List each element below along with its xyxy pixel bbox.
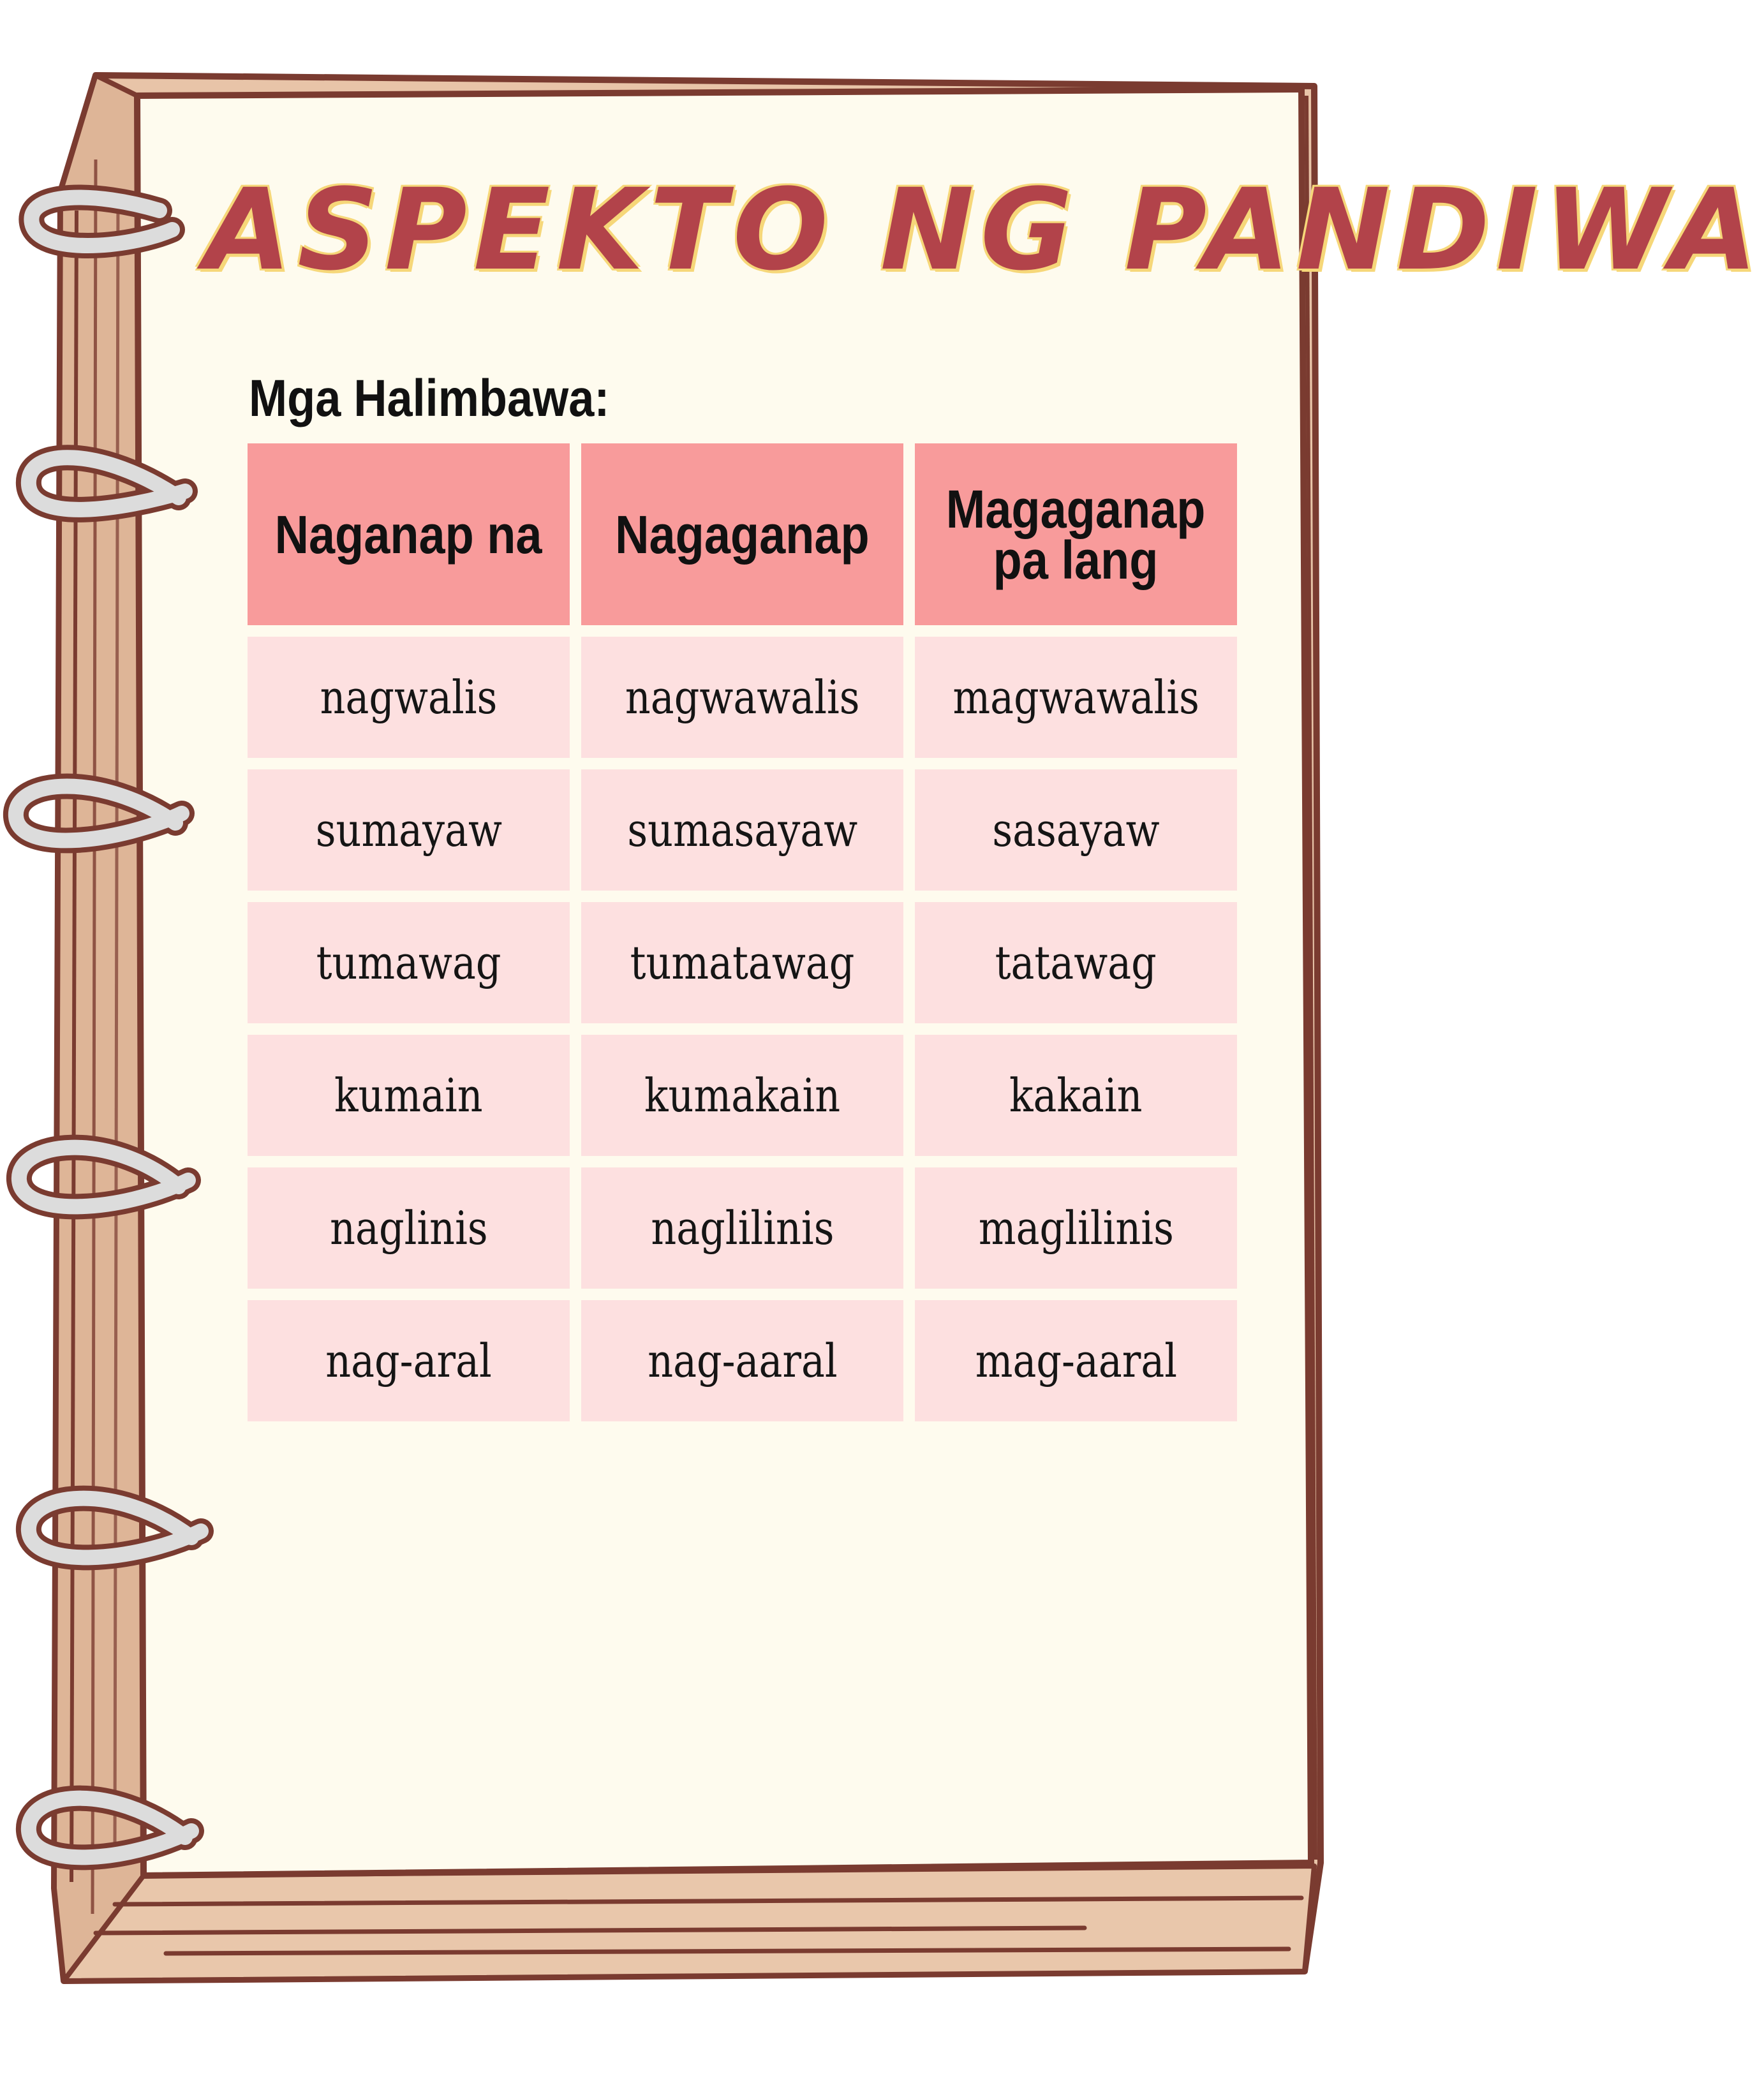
table-cell bbox=[915, 902, 1237, 1023]
examples-heading: Mga Halimbawa: bbox=[249, 369, 610, 427]
column-header-label: Magaganap pa lang bbox=[946, 478, 1206, 590]
page-edges bbox=[64, 1866, 1314, 1981]
page-title: ASPEKTO NG PANDIWA bbox=[204, 165, 1764, 295]
verb-aspect-table bbox=[248, 443, 1238, 1421]
table-cell-text: sasayaw bbox=[992, 803, 1160, 857]
table-cell-text: magwawalis bbox=[952, 670, 1199, 724]
table-cell-text: kakain bbox=[1009, 1069, 1143, 1122]
table-cell bbox=[248, 1035, 570, 1156]
table-cell-text: tatawag bbox=[995, 936, 1157, 989]
table-cell-text: mag-aaral bbox=[975, 1334, 1177, 1388]
table-cell bbox=[581, 769, 903, 891]
column-header bbox=[581, 443, 903, 625]
table-cell bbox=[915, 1167, 1237, 1289]
table-cell-text: naglinis bbox=[329, 1201, 488, 1255]
column-header-label: Nagaganap bbox=[615, 504, 870, 565]
column-header-label: Naganap na bbox=[275, 504, 542, 565]
table-cell-text: sumasayaw bbox=[627, 803, 857, 857]
table-cell bbox=[915, 637, 1237, 758]
table-cell-text: nag-aaral bbox=[647, 1334, 838, 1388]
table-cell bbox=[581, 1167, 903, 1289]
table-cell-text: nagwalis bbox=[320, 670, 498, 724]
table-cell bbox=[915, 1035, 1237, 1156]
table-cell-text: kumain bbox=[334, 1069, 483, 1122]
table-cell bbox=[581, 637, 903, 758]
table-cell-text: naglilinis bbox=[650, 1201, 834, 1255]
table-cell bbox=[581, 902, 903, 1023]
table-cell-text: sumayaw bbox=[315, 803, 502, 857]
table-cell-text: maglilinis bbox=[978, 1201, 1174, 1255]
table-cell-text: tumawag bbox=[316, 936, 501, 989]
table-cell bbox=[915, 1300, 1237, 1421]
notebook-spine bbox=[54, 75, 144, 1981]
table-cell-text: nagwawalis bbox=[625, 670, 860, 724]
table-cell bbox=[248, 902, 570, 1023]
table-cell bbox=[248, 1300, 570, 1421]
column-header bbox=[915, 443, 1237, 625]
column-header bbox=[248, 443, 570, 625]
table-cell-text: kumakain bbox=[644, 1069, 841, 1122]
table-cell bbox=[248, 769, 570, 891]
table-cell bbox=[248, 637, 570, 758]
table-cell bbox=[915, 769, 1237, 891]
table-cell-text: tumatawag bbox=[630, 936, 855, 989]
table-cell bbox=[248, 1167, 570, 1289]
table-cell-text: nag-aral bbox=[325, 1334, 492, 1388]
table-cell bbox=[581, 1300, 903, 1421]
table-cell bbox=[581, 1035, 903, 1156]
